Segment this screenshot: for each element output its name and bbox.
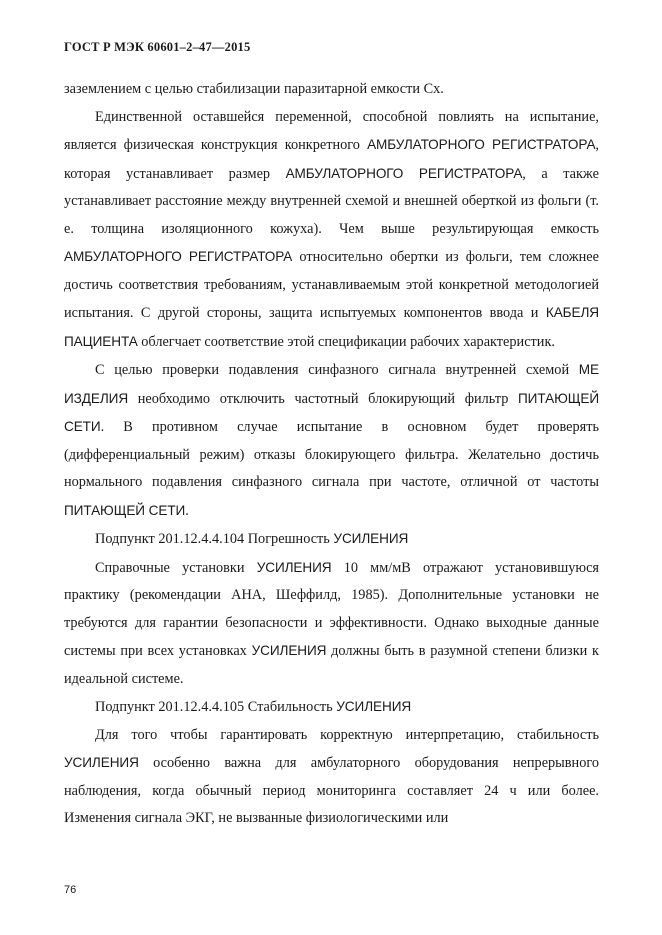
- term-gain: УСИЛЕНИЯ: [333, 531, 409, 546]
- paragraph-gain-stability: Для того чтобы гарантировать корректную интерпретацию, стабильность УСИЛЕНИЯ особенно важна для амбулаторного оборудования непрерывного наблюдения, когда обычный период мониторинга составляет 24 ч или более. Изменения сигнала ЭКГ, не вызванные физиологическими или: [64, 726, 599, 826]
- term-gain: УСИЛЕНИЯ: [251, 643, 327, 658]
- term-ambulatory-recorder: АМБУЛАТОРНОГО РЕГИСТРАТОРА: [367, 137, 596, 152]
- term-ambulatory-recorder: АМБУЛАТОРНОГО РЕГИСТРАТОРА: [64, 249, 293, 264]
- term-gain: УСИЛЕНИЯ: [64, 755, 139, 770]
- subclause-heading-104: Подпункт 201.12.4.4.104 Погрешность УСИЛЕНИЯ: [95, 531, 409, 547]
- term-gain: УСИЛЕНИЯ: [256, 559, 332, 575]
- body-text: [64, 76, 599, 833]
- term-gain: УСИЛЕНИЯ: [336, 699, 412, 714]
- term-ambulatory-recorder: АМБУЛАТОРНОГО РЕГИСТРАТОРА: [285, 165, 523, 181]
- paragraph-construction: Единственной оставшейся переменной, способной повлиять на испытание, является физическая конструкция конкретного АМБУЛАТОРНОГО РЕГИСТРАТОРА, которая устанавливает размер АМБУЛАТОРНОГО РЕГИСТРАТОРА, а также устанавливает расстояние между внутренней схемой и внешней оберткой из фольги (т. е. толщина изоляционного кожуха). Чем выше результирующая емкость АМБУЛАТОРНОГО РЕГИСТРАТОРА относительно обертки из фольги, тем сложнее достичь соответствия требованиям, устанавливаемым этой конкретной методологией испытания. С другой стороны, защита испытуемых компонентов ввода и КАБЕЛЯ ПАЦИЕНТА облегчает соответствие этой спецификации рабочих характеристик.: [64, 108, 599, 350]
- term-mains: ПИТАЮЩЕЙ СЕТИ: [64, 502, 186, 518]
- term-patient-cable: КАБЕЛЯ ПАЦИЕНТА: [64, 305, 599, 349]
- subclause-heading-105: Подпункт 201.12.4.4.105 Стабильность УСИЛЕНИЯ: [95, 699, 412, 715]
- page-number: 76: [64, 884, 77, 896]
- paragraph-continuation: заземлением с целью стабилизации паразитарной емкости Cx.: [64, 81, 444, 97]
- term-mains: ПИТАЮЩЕЙ СЕТИ: [64, 390, 599, 434]
- term-me-equipment: МЕ ИЗДЕЛИЯ: [64, 362, 599, 406]
- paragraph-common-mode: С целью проверки подавления синфазного сигнала внутренней схемой МЕ ИЗДЕЛИЯ необходимо отключить частотный блокирующий фильтр ПИТАЮЩЕЙ СЕТИ. В противном случае испытание в основном будет проверять (дифференциальный режим) отказы блокирующего фильтра. Желательно достичь нормального подавления синфазного сигнала при частоте, отличной от частоты ПИТАЮЩЕЙ СЕТИ.: [64, 362, 599, 519]
- document-header: ГОСТ Р МЭК 60601–2–47—2015: [64, 40, 251, 54]
- paragraph-gain-accuracy: Справочные установки УСИЛЕНИЯ 10 мм/мВ отражают установившуюся практику (рекомендации АНА, Шеффилд, 1985). Дополнительные установки не требуются для гарантии безопасности и эффективности. Однако выходные данные системы при всех установках УСИЛЕНИЯ должны быть в разумной степени близки к идеальной системе.: [64, 559, 600, 687]
